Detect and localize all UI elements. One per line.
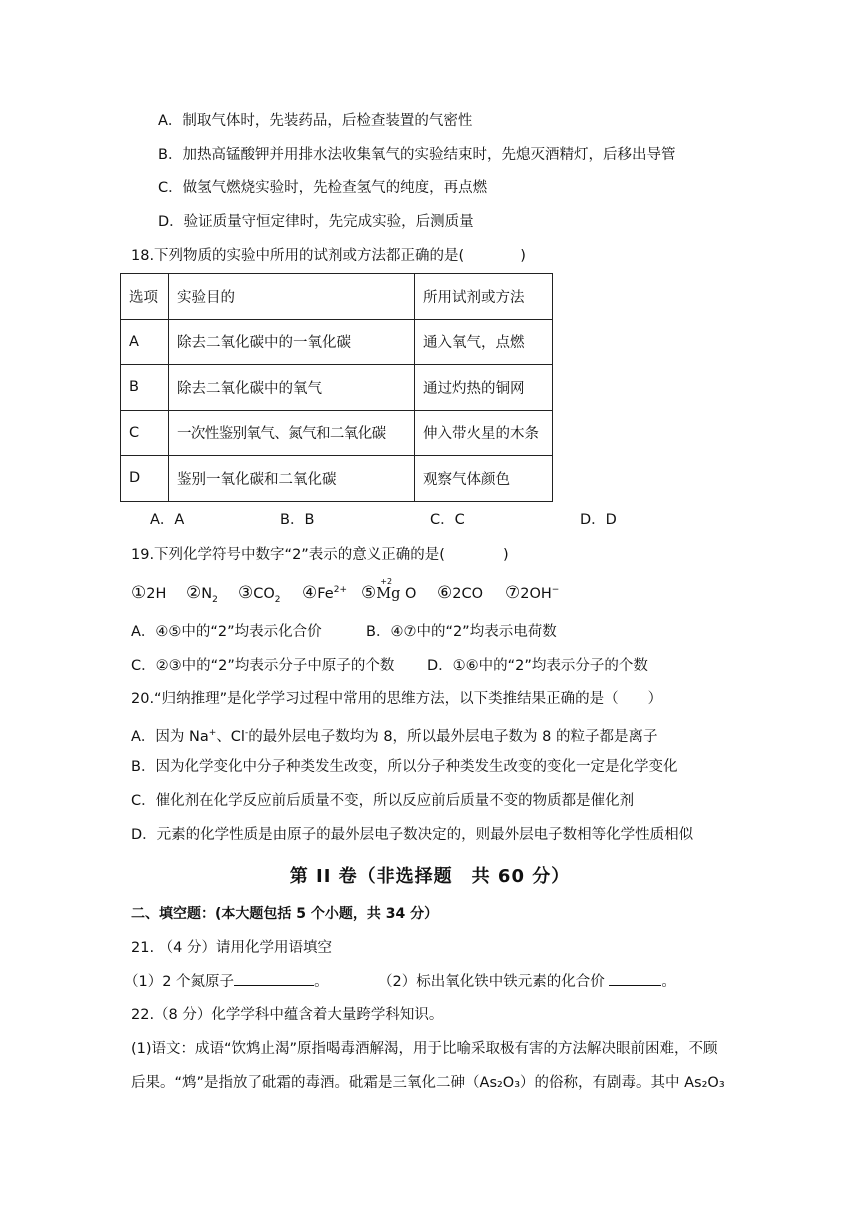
table-cell: 鉴别一氧化碳和二氧化碳 bbox=[169, 456, 415, 502]
table-row bbox=[121, 319, 553, 365]
table-cell: 伸入带火星的木条 bbox=[415, 410, 553, 456]
table-cell: 通入氧气，点燃 bbox=[415, 319, 553, 365]
q19-option-a: A．④⑤中的“2”均表示化合价 bbox=[131, 624, 322, 640]
circled-number: ② bbox=[186, 583, 202, 603]
q20-option-d: D．元素的化学性质是由原子的最外层电子数决定的，则最外层电子数相等化学性质相似 bbox=[131, 827, 694, 843]
q18-choice-c: C．C bbox=[430, 512, 465, 528]
symbol-4 bbox=[302, 583, 347, 603]
symbol-text: CO bbox=[253, 586, 275, 602]
q22-line-2: 后果。“鸩”是指放了砒霜的毒酒。砒霜是三氧化二砷（As₂O₃）的俗称，有剧毒。其中 As₂O₃ bbox=[131, 1075, 725, 1091]
answer-blank[interactable] bbox=[609, 971, 661, 986]
symbol-2 bbox=[186, 583, 218, 605]
section-heading: 二、填空题：(本大题包括 5 个小题，共 34 分） bbox=[131, 906, 439, 922]
q18-stem bbox=[131, 246, 526, 266]
table-cell: D bbox=[121, 456, 169, 502]
q19-stem bbox=[131, 545, 509, 565]
table-cell: B bbox=[121, 365, 169, 411]
option-text: 的最外层电子数均为 8，所以最外层电子数为 8 的粒子都是离子 bbox=[248, 728, 658, 745]
q18-choice-d: D．D bbox=[580, 512, 617, 528]
item-text: 。 bbox=[314, 974, 329, 990]
table-cell: 除去二氧化碳中的一氧化碳 bbox=[169, 319, 415, 365]
q19-stem-paren: ) bbox=[502, 547, 509, 563]
item-text: （2）标出氧化铁中铁元素的化合价 bbox=[378, 974, 605, 990]
item-text: 。 bbox=[661, 974, 676, 990]
superscript: - bbox=[244, 728, 249, 738]
superscript: 2+ bbox=[333, 585, 347, 596]
table-cell: 一次性鉴别氧气、氮气和二氧化碳 bbox=[169, 410, 415, 456]
circled-number: ⑤ bbox=[361, 583, 377, 603]
q21-stem: 21. （4 分）请用化学用语填空 bbox=[131, 940, 333, 956]
q21-item-1 bbox=[124, 971, 329, 992]
q19-option-b: B．④⑦中的“2”均表示电荷数 bbox=[366, 624, 557, 640]
subscript: 2 bbox=[274, 594, 281, 605]
valence-mark: +2 bbox=[380, 577, 393, 586]
table-header-cell: 所用试剂或方法 bbox=[415, 274, 553, 320]
q21-item-2 bbox=[378, 971, 676, 992]
q17-option-b: B．加热高锰酸钾并用排水法收集氧气的实验结束时，先熄灭酒精灯，后移出导管 bbox=[158, 147, 676, 163]
option-text: 、Cl bbox=[216, 728, 245, 745]
table-header-row bbox=[121, 274, 553, 320]
symbol-3 bbox=[238, 583, 281, 605]
symbol-text: 2CO bbox=[452, 586, 484, 602]
table-row bbox=[121, 456, 553, 502]
q22-line-1: (1)语文：成语“饮鸩止渴”原指喝毒酒解渴，用于比喻采取极有害的方法解决眼前困难，不顾 bbox=[131, 1041, 718, 1057]
q20-option-b: B．因为化学变化中分子种类发生改变，所以分子种类发生改变的变化一定是化学变化 bbox=[131, 759, 678, 775]
symbol-text: N bbox=[201, 586, 213, 602]
symbol-text: Fe bbox=[317, 586, 334, 602]
q22-stem: 22.（8 分）化学学科中蕴含着大量跨学科知识。 bbox=[131, 1007, 444, 1023]
symbol-6 bbox=[437, 583, 483, 603]
symbol-text: O bbox=[405, 586, 417, 602]
q18-table bbox=[120, 273, 553, 502]
q18-choice-b: B．B bbox=[280, 512, 315, 528]
table-header-cell: 实验目的 bbox=[169, 274, 415, 320]
q18-stem-paren: ) bbox=[520, 248, 526, 264]
symbol-text: 2H bbox=[146, 586, 167, 602]
table-cell: A bbox=[121, 319, 169, 365]
item-text: （1）2 个氮原子 bbox=[124, 974, 235, 990]
q17-option-d: D．验证质量守恒定律时，先完成实验，后测质量 bbox=[158, 214, 474, 230]
q20-stem: 20.“归纳推理”是化学学习过程中常用的思维方法，以下类推结果正确的是（ ） bbox=[131, 691, 663, 707]
answer-blank[interactable] bbox=[234, 971, 314, 986]
symbol-7 bbox=[505, 583, 559, 603]
q20-option-a bbox=[131, 723, 658, 747]
symbol-text: 2OH bbox=[520, 586, 552, 602]
circled-number: ① bbox=[131, 583, 147, 603]
table-cell: C bbox=[121, 410, 169, 456]
part2-title: 第 II 卷（非选择题 共 60 分） bbox=[289, 866, 571, 887]
circled-number: ③ bbox=[238, 583, 254, 603]
table-row bbox=[121, 410, 553, 456]
q17-option-a: A．制取气体时，先装药品，后检查装置的气密性 bbox=[158, 113, 473, 129]
circled-number: ⑥ bbox=[437, 583, 453, 603]
symbol-1 bbox=[131, 583, 166, 603]
superscript: + bbox=[208, 728, 217, 738]
q18-choice-a: A．A bbox=[150, 512, 185, 528]
option-text: A．因为 Na bbox=[131, 728, 209, 745]
table-cell: 观察气体颜色 bbox=[415, 456, 553, 502]
circled-number: ④ bbox=[302, 583, 318, 603]
superscript: − bbox=[551, 585, 560, 596]
table-cell: 通过灼热的铜网 bbox=[415, 365, 553, 411]
q19-option-c: C．②③中的“2”均表示分子中原子的个数 bbox=[131, 658, 395, 674]
q19-stem-text: 19.下列化学符号中数字“2”表示的意义正确的是( bbox=[131, 547, 445, 563]
table-row bbox=[121, 365, 553, 411]
subscript: 2 bbox=[212, 594, 218, 605]
q19-option-d: D．①⑥中的“2”均表示分子的个数 bbox=[427, 658, 648, 674]
symbol-5 bbox=[361, 577, 417, 603]
table-header-cell: 选项 bbox=[121, 274, 169, 320]
symbol-text: Mg bbox=[376, 586, 401, 602]
q20-option-c: C．催化剂在化学反应前后质量不变，所以反应前后质量不变的物质都是催化剂 bbox=[131, 793, 635, 809]
q18-stem-text: 18.下列物质的实验中所用的试剂或方法都正确的是( bbox=[131, 248, 465, 264]
table-cell: 除去二氧化碳中的氧气 bbox=[169, 365, 415, 411]
q17-option-c: C．做氢气燃烧实验时，先检查氢气的纯度，再点燃 bbox=[158, 180, 488, 196]
circled-number: ⑦ bbox=[505, 583, 521, 603]
